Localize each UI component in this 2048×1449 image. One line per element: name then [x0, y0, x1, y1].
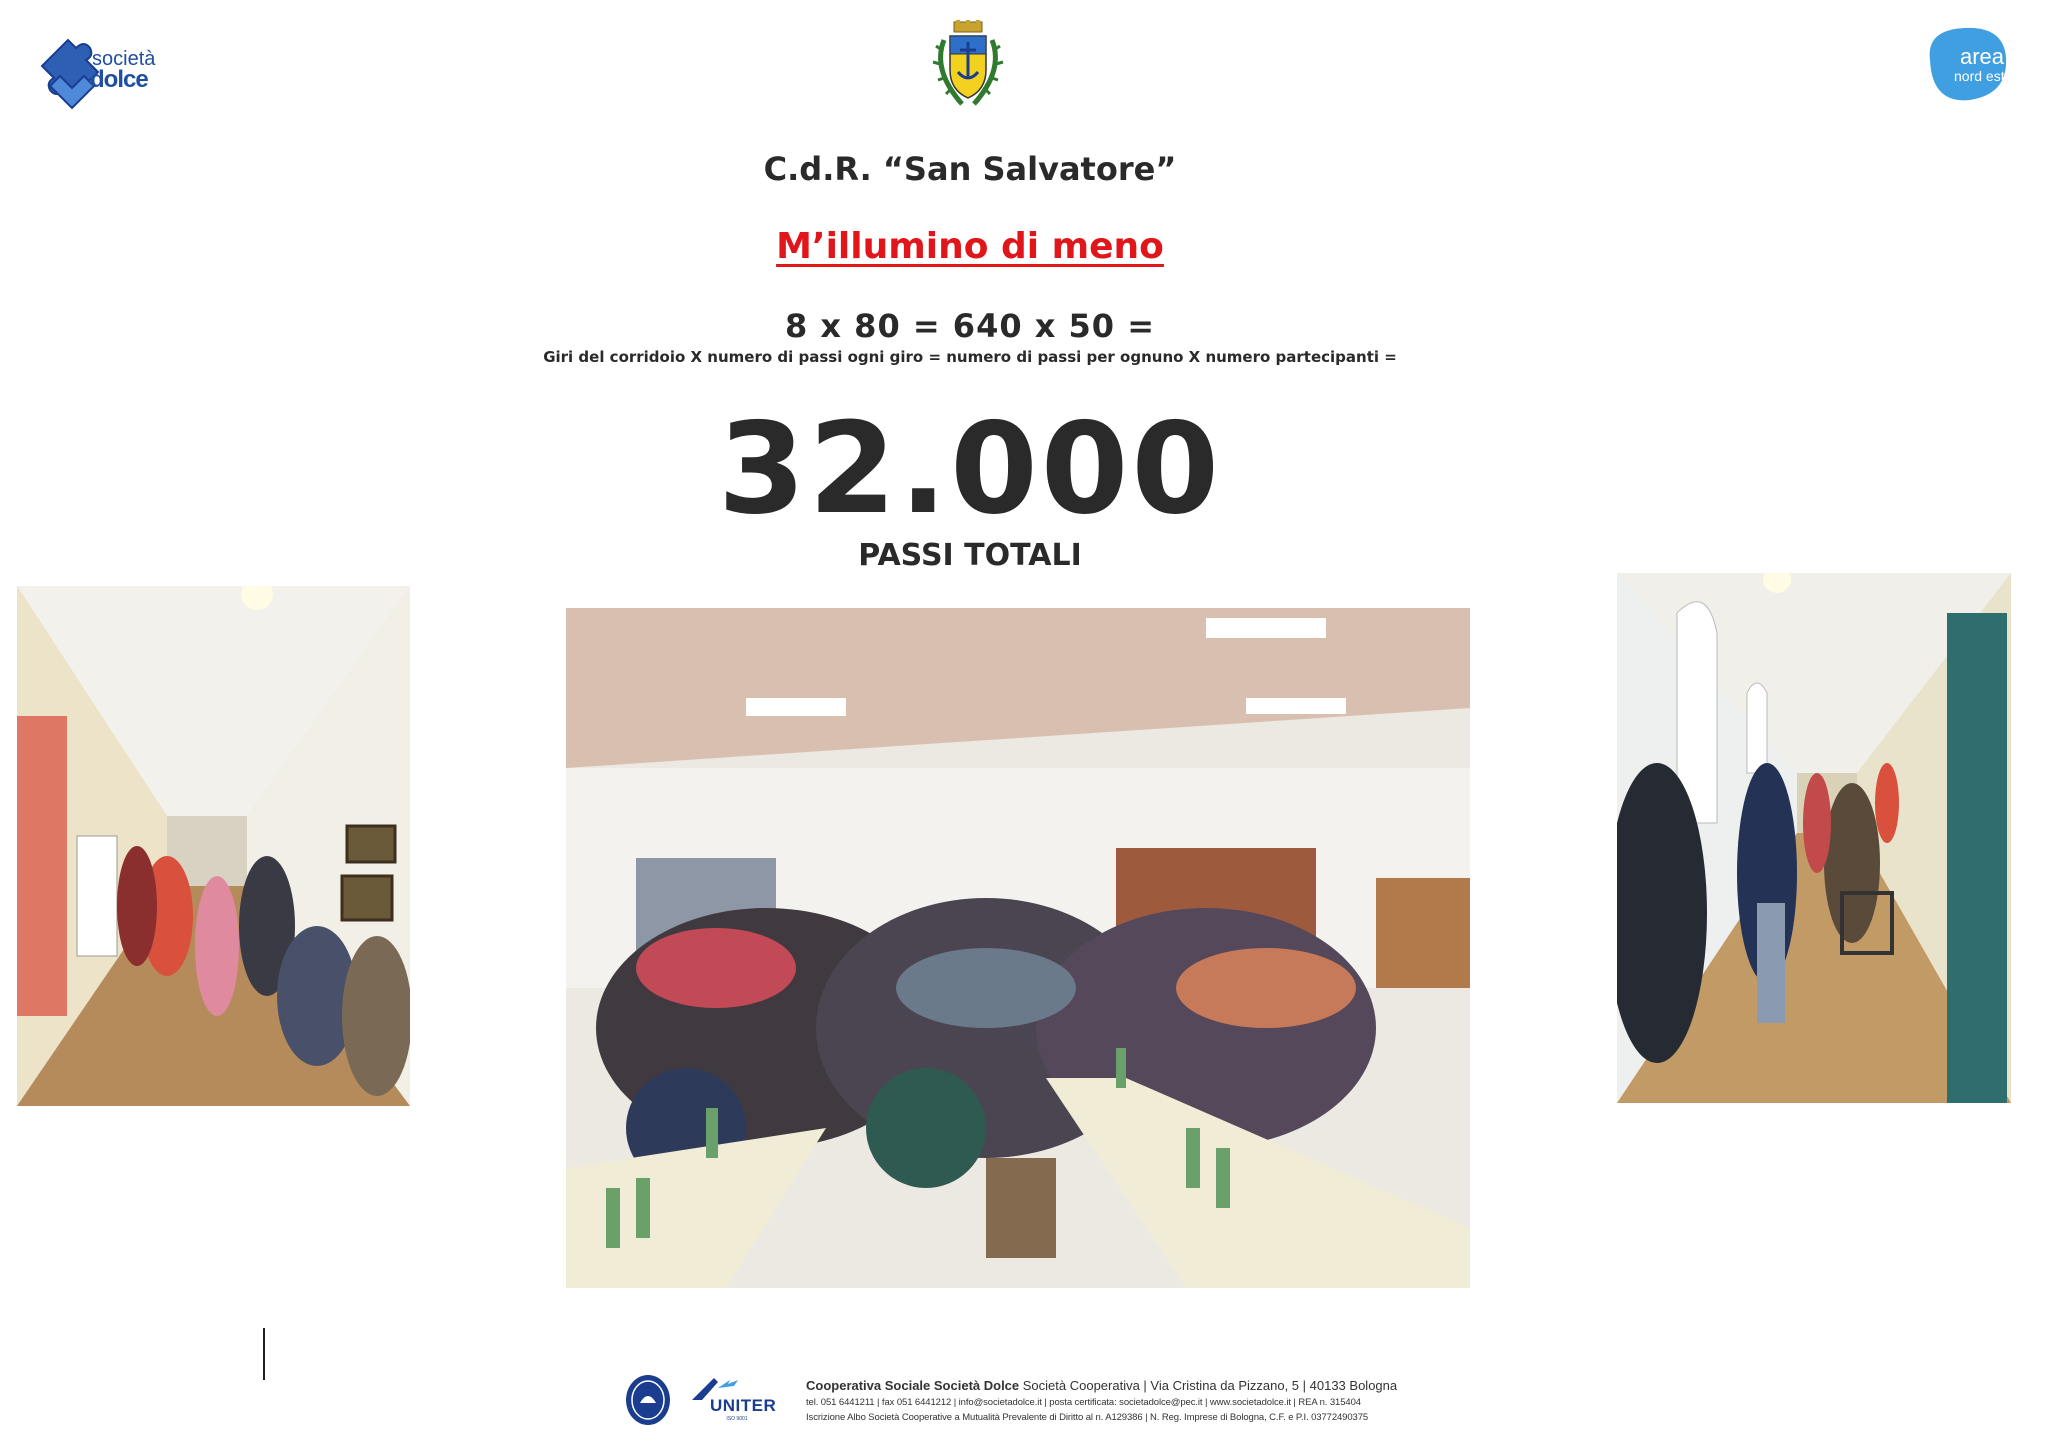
footer-info [806, 1378, 1456, 1423]
scan-mark [263, 1328, 265, 1380]
formula-caption: Giri del corridoio X numero di passi ogni giro = numero di passi per ognuno X numero partecipanti = [543, 348, 1397, 366]
area-nord-est-logo [1920, 24, 2012, 104]
event-subtitle: M’illumino di meno [776, 226, 1164, 267]
logo-right-word-1: area [1960, 44, 2005, 69]
total-steps-number: 32.000 [717, 395, 1223, 542]
page-title: C.d.R. “San Salvatore” [763, 150, 1177, 188]
societa-dolce-logo [30, 22, 165, 132]
logo-left-word-1: società [92, 48, 156, 70]
footer-org-name: Cooperativa Sociale Società Dolce [806, 1378, 1020, 1393]
uniter-logo [688, 1374, 784, 1430]
logo-left-word-2: dolce [90, 66, 148, 93]
footer-org-line [806, 1378, 1456, 1393]
corridor-photo-right [1617, 573, 2011, 1103]
corridor-photo-left [17, 586, 410, 1106]
group-photo-center [566, 608, 1470, 1288]
municipal-crest-icon [928, 20, 1008, 112]
logo-right-word-2: nord est [1954, 68, 2005, 84]
footer-org-address: Società Cooperativa | Via Cristina da Pizzano, 5 | 40133 Bologna [1019, 1378, 1398, 1393]
total-steps-label: PASSI TOTALI [858, 538, 1082, 573]
accredia-seal-icon [624, 1373, 672, 1427]
footer-registry: Iscrizione Albo Società Cooperative a Mutualità Prevalente di Diritto al n. A129386 | N. Reg. Imprese di Bologna, C.F. e P.I. 03772490375 [806, 1412, 1369, 1423]
uniter-sub: ISO 9001 [726, 1416, 748, 1422]
uniter-label: UNITER [710, 1396, 777, 1415]
footer-contacts: tel. 051 6441211 | fax 051 6441212 | info@societadolce.it | posta certificata: societadolce@pec.it | www.societadolce.it | REA n. 315404 [806, 1397, 1361, 1408]
steps-formula: 8 x 80 = 640 x 50 = [784, 307, 1155, 345]
